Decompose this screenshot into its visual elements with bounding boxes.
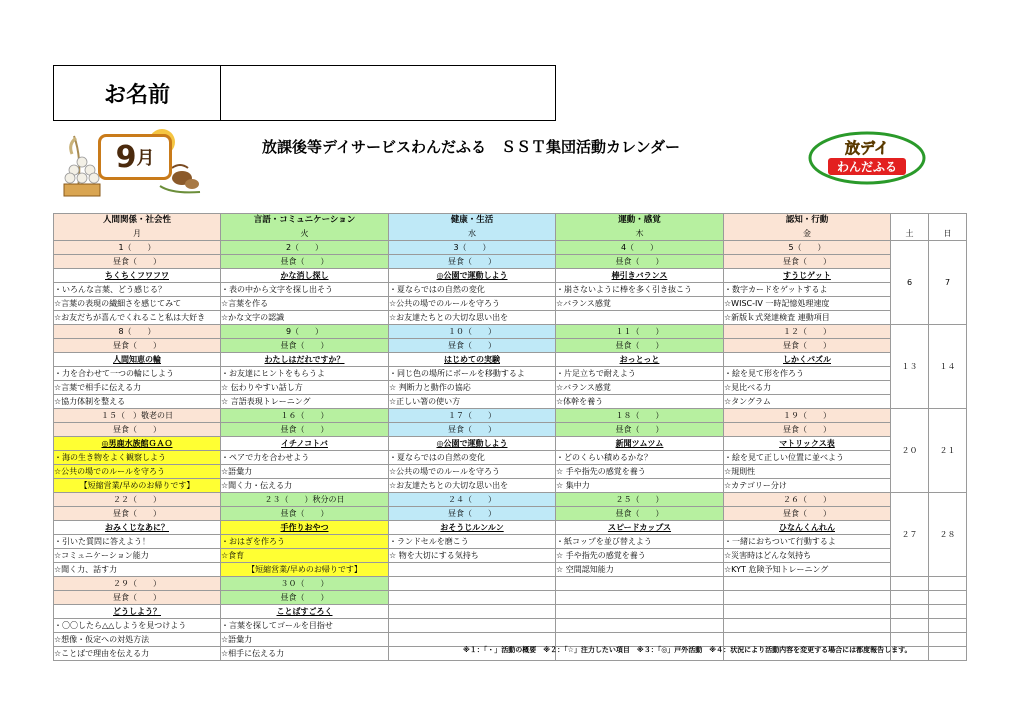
activity-summary: ・お友達にヒントをもらうよ [221, 367, 389, 381]
date-label: １９（ ） [724, 409, 891, 423]
focus-point-2: ☆聞く力・伝える力 [221, 479, 389, 493]
name-box [53, 65, 556, 121]
activity-title: スピードカップス [556, 521, 724, 535]
sunday-date: ２８ [929, 493, 967, 577]
date-label: ２６（ ） [724, 493, 891, 507]
activity-title: ひなんくんれん [724, 521, 891, 535]
date-label: １２（ ） [724, 325, 891, 339]
week-3-row-l3 [54, 479, 967, 493]
date-label: 3（ ） [389, 241, 556, 255]
focus-point-2: ☆ 空間認知能力 [556, 563, 724, 577]
header-fri [724, 214, 891, 241]
focus-point-1: ☆ 手や指先の感覚を養う [556, 465, 724, 479]
activity-summary: ・言葉を探してゴールを目指せ [221, 619, 389, 633]
empty-cell [929, 577, 967, 591]
category-label: 言語・コミュニケーション [253, 215, 356, 225]
empty-cell [929, 633, 967, 647]
focus-point-2: ☆お友達たちとの大切な思い出を [389, 311, 556, 325]
header-tue [221, 214, 389, 241]
empty-cell [724, 605, 891, 619]
focus-point-2: ☆かな文字の認識 [221, 311, 389, 325]
empty-cell [891, 577, 929, 591]
lunch-label: 昼食（ ） [556, 423, 724, 437]
focus-point-1: ☆公共の場でのルールを守ろう [389, 297, 556, 311]
lunch-label: 昼食（ ） [221, 423, 389, 437]
week-2-row-l2 [54, 381, 967, 395]
activity-title: ◎公園で運動しよう [389, 269, 556, 283]
focus-point-2: ☆体幹を養う [556, 395, 724, 409]
week-5-row-lunch [54, 591, 967, 605]
empty-cell [929, 619, 967, 633]
focus-point-1: ☆ 判断力と動作の協応 [389, 381, 556, 395]
week-2-row-date [54, 325, 967, 339]
activity-summary: ・同じ色の場所にボールを移動するよ [389, 367, 556, 381]
date-label: ２４（ ） [389, 493, 556, 507]
lunch-label: 昼食（ ） [54, 507, 221, 521]
date-label: ２９（ ） [54, 577, 221, 591]
header-row [54, 214, 967, 241]
activity-title: はじめての実験 [389, 353, 556, 367]
saturday-date: ２０ [891, 409, 929, 493]
focus-point-2: 【短縮営業/早めのお帰りです】 [54, 479, 221, 493]
name-label: お名前 [54, 66, 221, 120]
focus-point-1: ☆公共の場でのルールを守ろう [54, 465, 221, 479]
focus-point-1: ☆語彙力 [221, 465, 389, 479]
empty-cell [389, 577, 556, 591]
lunch-label: 昼食（ ） [221, 507, 389, 521]
weeks-body [54, 241, 967, 661]
focus-point-1: ☆ 物を大切にする気持ち [389, 549, 556, 563]
activity-title: かな消し探し [221, 269, 389, 283]
focus-point-2 [389, 563, 556, 577]
date-label: 4（ ） [556, 241, 724, 255]
lunch-label: 昼食（ ） [389, 255, 556, 269]
sunday-date: １４ [929, 325, 967, 409]
weekday-label: 月 [133, 229, 141, 238]
header-sun [929, 214, 967, 241]
focus-point-2: ☆相手に伝える力 [221, 647, 389, 661]
date-label: １０（ ） [389, 325, 556, 339]
focus-point-2: ☆新版ｋ式発達検査 連動項目 [724, 311, 891, 325]
focus-point-2 [556, 311, 724, 325]
empty-cell [891, 591, 929, 605]
date-label: １１（ ） [556, 325, 724, 339]
week-3-row-title [54, 437, 967, 451]
activity-summary: ・ペアで力を合わせよう [221, 451, 389, 465]
focus-point-2: ☆ 言語表現トレーニング [221, 395, 389, 409]
calendar-table [53, 213, 967, 661]
empty-cell [929, 647, 967, 661]
activity-summary: ・数字カードをゲットするよ [724, 283, 891, 297]
focus-point-1: ☆公共の場でのルールを守ろう [389, 465, 556, 479]
empty-cell [389, 605, 556, 619]
activity-summary: ・表の中から文字を探し出そう [221, 283, 389, 297]
empty-cell [724, 577, 891, 591]
week-2-row-l1 [54, 367, 967, 381]
focus-point-1: ☆バランス感覚 [556, 381, 724, 395]
date-label: １８（ ） [556, 409, 724, 423]
focus-point-1: ☆見比べる力 [724, 381, 891, 395]
header-mon [54, 214, 221, 241]
activity-title: 棒引きバランス [556, 269, 724, 283]
date-label: 8（ ） [54, 325, 221, 339]
lunch-label: 昼食（ ） [54, 255, 221, 269]
weekday-label: 水 [468, 229, 476, 238]
week-2-row-l3 [54, 395, 967, 409]
week-5-row-date [54, 577, 967, 591]
activity-summary: ・夏ならではの自然の変化 [389, 283, 556, 297]
week-4-row-l2 [54, 549, 967, 563]
lunch-label: 昼食（ ） [221, 591, 389, 605]
week-1-row-l1 [54, 283, 967, 297]
focus-point-2: ☆KYT 危険予知トレーニング [724, 563, 891, 577]
activity-summary: ・ランドセルを磨こう [389, 535, 556, 549]
logo-text-top: 放デイ [845, 139, 889, 157]
page-title: 放課後等デイサービスわんだふる ＳＳＴ集団活動カレンダー [262, 138, 680, 156]
weekday-label: 木 [635, 229, 644, 238]
lunch-label: 昼食（ ） [389, 339, 556, 353]
weekday-label: 日 [943, 229, 952, 238]
sunday-date: 7 [929, 241, 967, 325]
activity-title: ことばすごろく [221, 605, 389, 619]
month-number: 9 [115, 139, 137, 175]
activity-title: おそうじルンルン [389, 521, 556, 535]
lunch-label: 昼食（ ） [724, 255, 891, 269]
lunch-label: 昼食（ ） [221, 339, 389, 353]
empty-cell [891, 619, 929, 633]
lunch-label: 昼食（ ） [724, 339, 891, 353]
activity-summary: ・どのくらい積めるかな？ [556, 451, 724, 465]
lunch-label: 昼食（ ） [556, 507, 724, 521]
date-label: １７（ ） [389, 409, 556, 423]
activity-title: どうしよう？ [54, 605, 221, 619]
activity-title: すうじゲット [724, 269, 891, 283]
focus-point-1: ☆言葉を作る [221, 297, 389, 311]
activity-title: イチノコトバ [221, 437, 389, 451]
date-label: １６（ ） [221, 409, 389, 423]
focus-point-1: ☆バランス感覚 [556, 297, 724, 311]
header-sat [891, 214, 929, 241]
empty-cell [724, 619, 891, 633]
week-2-row-lunch [54, 339, 967, 353]
week-1-row-date [54, 241, 967, 255]
month-illustration [60, 128, 210, 200]
empty-cell [929, 605, 967, 619]
date-label: ２２（ ） [54, 493, 221, 507]
week-5-row-title [54, 605, 967, 619]
activity-summary: ・一緒におちついて行動するよ [724, 535, 891, 549]
focus-point-2: 【短縮営業/早めのお帰りです】 [221, 563, 389, 577]
category-label: 運動・感覚 [618, 215, 661, 225]
activity-title: おみくじなあに？ [54, 521, 221, 535]
activity-title: 新聞ツムツム [556, 437, 724, 451]
lunch-label: 昼食（ ） [556, 339, 724, 353]
sunday-date: ２１ [929, 409, 967, 493]
category-label: 健康・生活 [450, 215, 494, 225]
empty-cell [556, 605, 724, 619]
activity-title: おっとっと [556, 353, 724, 367]
activity-summary: ・おはぎを作ろう [221, 535, 389, 549]
focus-point-1: ☆ 伝わりやすい話し方 [221, 381, 389, 395]
activity-title: ◎公園で運動しよう [389, 437, 556, 451]
week-5-row-l1 [54, 619, 967, 633]
lunch-label: 昼食（ ） [54, 423, 221, 437]
activity-title: ◎男鹿水族館ＧＡＯ [54, 437, 221, 451]
date-label: 2（ ） [221, 241, 389, 255]
focus-point-2: ☆ 集中力 [556, 479, 724, 493]
activity-summary: ・いろんな言葉、どう感じる？ [54, 283, 221, 297]
date-label: 1（ ） [54, 241, 221, 255]
lunch-label: 昼食（ ） [54, 591, 221, 605]
activity-summary: ・絵を見て形を作ろう [724, 367, 891, 381]
focus-point-2: ☆カテゴリー分け [724, 479, 891, 493]
date-label: ２５（ ） [556, 493, 724, 507]
week-4-row-date [54, 493, 967, 507]
activity-summary: ・夏ならではの自然の変化 [389, 451, 556, 465]
activity-summary: ・片足立ちで耐えよう [556, 367, 724, 381]
empty-cell [891, 605, 929, 619]
activity-summary: ・引いた質問に答えよう！ [54, 535, 221, 549]
activity-summary: ・力を合わせて一つの輪にしよう [54, 367, 221, 381]
focus-point-1: ☆言葉で相手に伝える力 [54, 381, 221, 395]
logo-text-bottom: わんだふる [836, 160, 898, 174]
focus-point-2: ☆聞く力、話す力 [54, 563, 221, 577]
lunch-label: 昼食（ ） [221, 255, 389, 269]
lunch-label: 昼食（ ） [389, 423, 556, 437]
empty-cell [929, 591, 967, 605]
empty-cell [556, 619, 724, 633]
date-label: ２３（ ）秋分の日 [221, 493, 389, 507]
date-label: 9（ ） [221, 325, 389, 339]
week-3-row-lunch [54, 423, 967, 437]
week-4-row-l3 [54, 563, 967, 577]
date-label: 5（ ） [724, 241, 891, 255]
activity-summary: ・〇〇したら△△しようを見つけよう [54, 619, 221, 633]
header-wed [389, 214, 556, 241]
week-4-row-lunch [54, 507, 967, 521]
focus-point-1: ☆WISC-IV 一時記憶処理速度 [724, 297, 891, 311]
activity-summary: ・絵を見て正しい位置に並べよう [724, 451, 891, 465]
activity-summary: ・海の生き物をよく観察しよう [54, 451, 221, 465]
focus-point-2: ☆お友達たちとの大切な思い出を [389, 479, 556, 493]
week-3-row-l2 [54, 465, 967, 479]
date-label: １５（ ）敬老の日 [54, 409, 221, 423]
saturday-date: ２７ [891, 493, 929, 577]
week-3-row-l1 [54, 451, 967, 465]
week-3-row-date [54, 409, 967, 423]
activity-summary: ・崩さないように棒を多く引き抜こう [556, 283, 724, 297]
week-1-row-l3 [54, 311, 967, 325]
weekday-label: 金 [803, 229, 811, 238]
focus-point-2: ☆お友だちが喜んでくれること私は大好き [54, 311, 221, 325]
week-1-row-l2 [54, 297, 967, 311]
focus-point-1: ☆想像・仮定への対処方法 [54, 633, 221, 647]
empty-cell [389, 619, 556, 633]
focus-point-2: ☆タングラム [724, 395, 891, 409]
activity-summary: ・紙コップを並び替えよう [556, 535, 724, 549]
focus-point-1: ☆規則性 [724, 465, 891, 479]
weekday-label: 土 [905, 229, 914, 238]
lunch-label: 昼食（ ） [54, 339, 221, 353]
focus-point-1: ☆災害時はどんな気持ち [724, 549, 891, 563]
activity-title: 人間知恵の輪 [54, 353, 221, 367]
week-4-row-title [54, 521, 967, 535]
activity-title: マトリックス表 [724, 437, 891, 451]
date-label: ３０（ ） [221, 577, 389, 591]
saturday-date: 6 [891, 241, 929, 325]
focus-point-2: ☆正しい箸の使い方 [389, 395, 556, 409]
empty-cell [556, 577, 724, 591]
empty-cell [389, 591, 556, 605]
activity-title: 手作りおやつ [221, 521, 389, 535]
lunch-label: 昼食（ ） [389, 507, 556, 521]
lunch-label: 昼食（ ） [556, 255, 724, 269]
month-badge [98, 134, 172, 180]
focus-point-1: ☆語彙力 [221, 633, 389, 647]
wandafuru-logo-icon [808, 131, 926, 185]
focus-point-1: ☆コミュニケーション能力 [54, 549, 221, 563]
logo [808, 131, 926, 185]
footnote: ※１：「・」活動の概要 ※２：「☆」注力したい項目 ※３：「◎」戸外活動 ※４：状況により活動内容を変更する場合には都度報告します。 [463, 646, 912, 654]
focus-point-1: ☆言葉の表現の繊細さを感じてみて [54, 297, 221, 311]
activity-title: ちくちくフワフワ [54, 269, 221, 283]
empty-cell [556, 591, 724, 605]
focus-point-1: ☆食育 [221, 549, 389, 563]
week-2-row-title [54, 353, 967, 367]
activity-title: しかくパズル [724, 353, 891, 367]
month-unit: 月 [136, 148, 155, 169]
category-label: 認知・行動 [785, 215, 829, 225]
activity-title: わたしはだれですか？ [221, 353, 389, 367]
focus-point-1: ☆ 手や指先の感覚を養う [556, 549, 724, 563]
weekday-label: 火 [300, 229, 309, 238]
category-label: 人間関係・社会性 [102, 215, 171, 225]
focus-point-2: ☆協力体制を整える [54, 395, 221, 409]
saturday-date: １３ [891, 325, 929, 409]
header-thu [556, 214, 724, 241]
lunch-label: 昼食（ ） [724, 507, 891, 521]
focus-point-2: ☆ことばで理由を伝える力 [54, 647, 221, 661]
week-1-row-title [54, 269, 967, 283]
week-4-row-l1 [54, 535, 967, 549]
lunch-label: 昼食（ ） [724, 423, 891, 437]
week-1-row-lunch [54, 255, 967, 269]
empty-cell [724, 591, 891, 605]
name-field[interactable] [221, 66, 555, 120]
